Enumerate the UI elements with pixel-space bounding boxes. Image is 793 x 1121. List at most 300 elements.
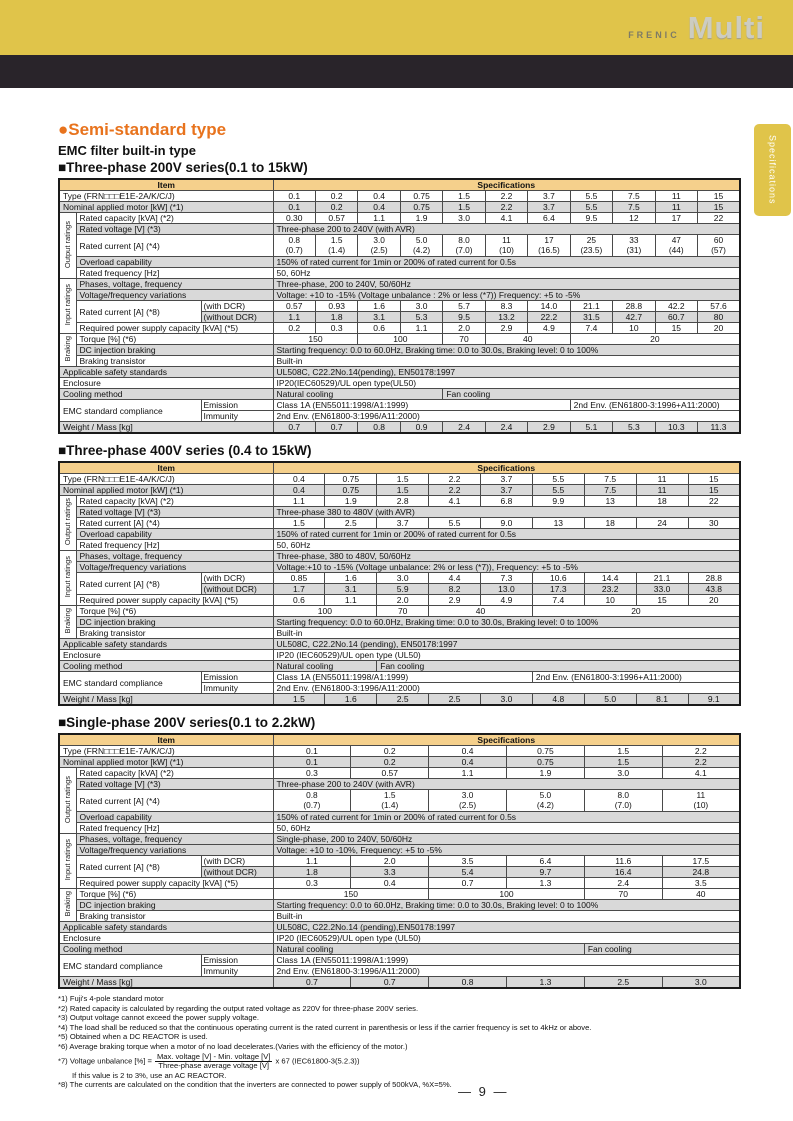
spec-cell: 2.2 (429, 474, 481, 485)
spec-cell: 0.75 (400, 191, 442, 202)
spec-cell: 1.3 (506, 878, 584, 889)
itemc: Rated current [A] (*8) (76, 856, 201, 878)
table-row (59, 323, 740, 334)
spec-cell: 0.9 (400, 422, 442, 434)
spec-cell: 1.8 (315, 312, 357, 323)
table-row (59, 257, 740, 268)
itemc: EMC standard compliance (59, 400, 201, 422)
spec-cell: 15 (698, 202, 740, 213)
itemc: Braking transistor (76, 911, 273, 922)
itemc: Braking transistor (76, 356, 273, 367)
table-row (59, 595, 740, 606)
spec-cell: 1.6 (325, 694, 377, 706)
brand-multi: Multi (687, 10, 765, 45)
table-row (59, 268, 740, 279)
spec-cell: Built-in (273, 356, 740, 367)
spec-cell: IP20(IEC60529)/UL open type(UL50) (273, 378, 740, 389)
spec-cell: 5.5 (570, 191, 612, 202)
spec-cell: Single-phase, 200 to 240V, 50/60Hz (273, 834, 740, 845)
itemc: Rated frequency [Hz] (76, 540, 273, 551)
spec-cell: 5.5 (570, 202, 612, 213)
spec-cell: 0.7 (273, 977, 351, 989)
itemc: Voltage/frequency variations (76, 562, 273, 573)
spec-cell: 0.4 (273, 485, 325, 496)
table-row (59, 224, 740, 235)
spec-cell: 0.30 (273, 213, 315, 224)
spec-cell: 13 (584, 496, 636, 507)
itemc: Rated current [A] (*8) (76, 301, 201, 323)
spec-cell: 6.4 (506, 856, 584, 867)
table-row (59, 518, 740, 529)
spec-cell: 0.6 (358, 323, 400, 334)
spec-cell: 43.8 (688, 584, 740, 595)
spec-cell: 0.85 (273, 573, 325, 584)
spec-cell: 5.0 (4.2) (400, 235, 442, 257)
spec-cell: 8.3 (485, 301, 527, 312)
table-row (59, 485, 740, 496)
spec-cell: 11.3 (698, 422, 740, 434)
spec-cell: 60 (57) (698, 235, 740, 257)
spec-cell: Natural cooling (273, 661, 377, 672)
spec-cell: 21.1 (636, 573, 688, 584)
spec-cell: 2.4 (443, 422, 485, 434)
table-row (59, 334, 740, 345)
table-row (59, 823, 740, 834)
spec-cell: Class 1A (EN55011:1998/A1:1999) (273, 672, 532, 683)
spec-cell: 0.4 (273, 474, 325, 485)
spec-cell: 3.5 (429, 856, 507, 867)
item-header: Item (59, 179, 273, 191)
spec-cell: 5.5 (429, 518, 481, 529)
spec-cell: 13.0 (481, 584, 533, 595)
table-row (59, 507, 740, 518)
table-row (59, 496, 740, 507)
spec-cell: 0.2 (315, 202, 357, 213)
group-label: Braking (59, 606, 76, 639)
spec-cell: 3.0 (2.5) (358, 235, 400, 257)
itemc: Cooling method (59, 389, 273, 400)
itemc: Rated voltage [V] (*3) (76, 224, 273, 235)
spec-cell: 7.5 (584, 485, 636, 496)
itemc: Rated voltage [V] (*3) (76, 507, 273, 518)
spec-cell: 4.1 (429, 496, 481, 507)
spec-cell: 70 (443, 334, 485, 345)
spec-cell: 14.0 (528, 301, 570, 312)
spec-cell: 2.5 (584, 977, 662, 989)
table-row (59, 790, 740, 812)
sub-label: (with DCR) (201, 573, 273, 584)
spec-cell: 150% of rated current for 1min or 200% of rated current for 0.5s (273, 257, 740, 268)
spec-cell: 150% of rated current for 1min or 200% of rated current for 0.5s (273, 812, 740, 823)
spec-cell: 2.5 (377, 694, 429, 706)
spec-cell: Three-phase, 380 to 480V, 50/60Hz (273, 551, 740, 562)
spec-cell: 1.1 (273, 496, 325, 507)
spec-cell: 11.6 (584, 856, 662, 867)
spec-cell: 2nd Env. (EN61800-3:1996/A11:2000) (273, 683, 740, 694)
group-label: Input ratings (59, 834, 76, 889)
spec-cell: 1.6 (325, 573, 377, 584)
spec-cell: 50, 60Hz (273, 268, 740, 279)
spec-cell: 1.1 (325, 595, 377, 606)
sub-label: Immunity (201, 411, 273, 422)
spec-cell: 150% of rated current for 1min or 200% of rated current for 0.5s (273, 529, 740, 540)
spec-cell: 100 (273, 606, 377, 617)
spec-cell: 3.7 (528, 202, 570, 213)
spec-cell: 0.1 (273, 202, 315, 213)
footnote: *8) The currents are calculated on the condition that the inverters are connected to power supply of 500kVA, %X=5%. (58, 1080, 452, 1090)
table-row (59, 191, 740, 202)
spec-cell: 5.7 (443, 301, 485, 312)
item-header: Item (59, 462, 273, 474)
spec-cell: 0.2 (351, 757, 429, 768)
spec-cell: 8.1 (636, 694, 688, 706)
group-label: Output ratings (59, 768, 76, 834)
spec-cell: 3.1 (358, 312, 400, 323)
spec-cell: Three-phase 200 to 240V (with AVR) (273, 779, 740, 790)
spec-cell: 10 (613, 323, 655, 334)
table-row (59, 889, 740, 900)
spec-cell: 3.0 (400, 301, 442, 312)
spec-cell: 17 (16.5) (528, 235, 570, 257)
spec-cell: 0.8 (0.7) (273, 790, 351, 812)
spec-cell: 0.2 (315, 191, 357, 202)
spec-cell: 33.0 (636, 584, 688, 595)
spec-cell: 2.5 (325, 518, 377, 529)
spec-cell: 2.2 (662, 757, 740, 768)
spec-cell: 2.5 (429, 694, 481, 706)
itemc: DC injection braking (76, 617, 273, 628)
table-row (59, 812, 740, 823)
spec-cell: 4.8 (532, 694, 584, 706)
spec-cell: 0.75 (506, 757, 584, 768)
spec-cell: 0.8 (0.7) (273, 235, 315, 257)
spec-cell: 22 (688, 496, 740, 507)
spec-cell: 70 (584, 889, 662, 900)
table-row (59, 562, 740, 573)
itemc: Rated current [A] (*4) (76, 235, 273, 257)
table-row (59, 878, 740, 889)
spec-cell: 3.3 (351, 867, 429, 878)
spec-cell: 2.2 (485, 202, 527, 213)
spec-cell: 1.7 (273, 584, 325, 595)
itemc: Type (FRN□□□E1E-7A/K/C/J) (59, 746, 273, 757)
table-row (59, 235, 740, 257)
spec-cell: 2nd Env. (EN61800-3:1996/A11:2000) (273, 966, 740, 977)
spec-cell: 100 (429, 889, 585, 900)
table-row (59, 367, 740, 378)
itemc: Rated capacity [kVA] (*2) (76, 496, 273, 507)
spec-cell: 5.0 (4.2) (506, 790, 584, 812)
spec-cell: 40 (662, 889, 740, 900)
spec-cell: 50, 60Hz (273, 540, 740, 551)
spec-cell: 1.5 (1.4) (351, 790, 429, 812)
spec-cell: 150 (273, 334, 358, 345)
spec-cell: 24 (636, 518, 688, 529)
dark-bar (0, 55, 793, 88)
spec-cell: 0.3 (273, 878, 351, 889)
itemc: Applicable safety standards (59, 367, 273, 378)
table-title-400v: ■Three-phase 400V series (0.4 to 15kW) (58, 443, 312, 458)
spec-cell: 1.8 (273, 867, 351, 878)
page-content (58, 120, 741, 1090)
spec-cell: 1.6 (358, 301, 400, 312)
table-row (59, 422, 740, 434)
footnote: *2) Rated capacity is calculated by regarding the output rated voltage as 220V for three-phase 200V series. (58, 1003, 419, 1013)
footnote: *7) Voltage unbalance [%] = $\frac{\text{Max. voltage [V] - Min. voltage [V]}}{\text{Three-phase average voltage [V]}}$ x 67 (IEC61800-3(5.2.3)) (58, 1051, 360, 1071)
itemc: Nominal applied motor [kW] (*1) (59, 202, 273, 213)
three-phase-400v-table (58, 461, 741, 706)
table-header-row (59, 462, 740, 474)
sub-label: Emission (201, 955, 273, 966)
itemc: Applicable safety standards (59, 639, 273, 650)
sub-label: Emission (201, 672, 273, 683)
spec-cell: 11 (655, 202, 697, 213)
table-row (59, 694, 740, 706)
spec-cell: 25 (23.5) (570, 235, 612, 257)
spec-cell: 2.2 (429, 485, 481, 496)
spec-cell: 0.7 (315, 422, 357, 434)
item-header: Item (59, 734, 273, 746)
table-row (59, 573, 740, 584)
spec-cell: IP20 (IEC60529)/UL open type (UL50) (273, 933, 740, 944)
table-row (59, 768, 740, 779)
spec-cell: 13 (532, 518, 584, 529)
spec-cell: 4.9 (528, 323, 570, 334)
spec-cell: 14.4 (584, 573, 636, 584)
sub-label: (with DCR) (201, 856, 273, 867)
table-row (59, 845, 740, 856)
footnote: *5) Obtained when a DC REACTOR is used. (58, 1032, 208, 1042)
table-row (59, 345, 740, 356)
table-row (59, 746, 740, 757)
spec-cell: 8.0 (7.0) (584, 790, 662, 812)
spec-cell: 0.4 (351, 878, 429, 889)
spec-cell: 2.9 (528, 422, 570, 434)
itemc: Rated frequency [Hz] (76, 268, 273, 279)
table-row (59, 955, 740, 966)
spec-cell: 18 (584, 518, 636, 529)
footnote: *6) Average braking torque when a motor of no load decelerates.(Varies with the efficiency of the motor.) (58, 1041, 408, 1051)
spec-cell: 3.0 (377, 573, 429, 584)
itemc: Overload capability (76, 257, 273, 268)
spec-cell: 0.6 (273, 595, 325, 606)
spec-cell: 1.5 (377, 485, 429, 496)
spec-cell: 0.4 (429, 746, 507, 757)
spec-cell: UL508C, C22.2No.14 (pending), EN50178:1997 (273, 639, 740, 650)
itemc: EMC standard compliance (59, 672, 201, 694)
spec-cell: 5.5 (532, 485, 584, 496)
spec-cell: 33 (31) (613, 235, 655, 257)
itemc: Enclosure (59, 933, 273, 944)
brand-frenic: FRENIC (628, 30, 680, 40)
spec-cell: 17 (655, 213, 697, 224)
spec-cell: 15 (655, 323, 697, 334)
sub-label: Emission (201, 400, 273, 411)
spec-cell: 50, 60Hz (273, 823, 740, 834)
spec-cell: 7.5 (613, 202, 655, 213)
spec-cell: 18 (636, 496, 688, 507)
itemc: Cooling method (59, 661, 273, 672)
table-row (59, 628, 740, 639)
footnote: *1) Fuji's 4-pole standard motor (58, 994, 164, 1003)
table-row (59, 672, 740, 683)
spec-cell: 40 (485, 334, 570, 345)
table-row (59, 650, 740, 661)
subsection-title: EMC filter built-in type (58, 143, 196, 158)
spec-cell: 1.5 (584, 757, 662, 768)
spec-cell: 3.7 (377, 518, 429, 529)
itemc: Required power supply capacity [kVA] (*5) (76, 595, 273, 606)
spec-cell: 2.2 (485, 191, 527, 202)
spec-cell: 10 (584, 595, 636, 606)
itemc: Weight / Mass [kg] (59, 694, 273, 706)
spec-cell: 1.1 (429, 768, 507, 779)
spec-cell: 20 (698, 323, 740, 334)
spec-cell: 2.8 (377, 496, 429, 507)
table-row (59, 856, 740, 867)
itemc: Required power supply capacity [kVA] (*5) (76, 323, 273, 334)
spec-cell: 2.0 (351, 856, 429, 867)
three-phase-200v-table (58, 178, 741, 434)
top-banner (0, 0, 793, 55)
table-container-200v (58, 178, 741, 434)
table-row (59, 378, 740, 389)
spec-cell: 7.3 (481, 573, 533, 584)
spec-cell: Built-in (273, 628, 740, 639)
spec-cell: 70 (377, 606, 429, 617)
spec-cell: 2nd Env. (EN61800-3:1996/A11:2000) (273, 411, 740, 422)
table-row (59, 834, 740, 845)
spec-cell: 20 (570, 334, 740, 345)
spec-cell: 5.5 (532, 474, 584, 485)
spec-cell: 22.2 (528, 312, 570, 323)
spec-cell: 60.7 (655, 312, 697, 323)
spec-cell: 0.3 (273, 768, 351, 779)
spec-cell: 15 (636, 595, 688, 606)
sub-label: (with DCR) (201, 301, 273, 312)
spec-cell: Three-phase, 200 to 240V, 50/60Hz (273, 279, 740, 290)
spec-cell: 1.5 (377, 474, 429, 485)
spec-cell: 42.2 (655, 301, 697, 312)
spec-cell: 2.2 (662, 746, 740, 757)
spec-cell: 0.57 (315, 213, 357, 224)
spec-cell: 2nd Env. (EN61800-3:1996+A11:2000) (532, 672, 740, 683)
spec-cell: 11 (636, 485, 688, 496)
table-row (59, 944, 740, 955)
table-header-row (59, 179, 740, 191)
spec-cell: 5.1 (570, 422, 612, 434)
spec-cell: 0.4 (358, 202, 400, 213)
sub-label: Immunity (201, 683, 273, 694)
itemc: Rated current [A] (*4) (76, 790, 273, 812)
itemc: EMC standard compliance (59, 955, 201, 977)
spec-cell: 2.0 (443, 323, 485, 334)
spec-cell: 0.75 (325, 474, 377, 485)
itemc: Enclosure (59, 378, 273, 389)
spec-cell: 15 (698, 191, 740, 202)
spec-cell: 3.7 (481, 474, 533, 485)
table-row (59, 356, 740, 367)
table-row (59, 606, 740, 617)
itemc: Nominal applied motor [kW] (*1) (59, 485, 273, 496)
itemc: Rated frequency [Hz] (76, 823, 273, 834)
spec-cell: 4.9 (481, 595, 533, 606)
spec-cell: 0.7 (351, 977, 429, 989)
spec-cell: 80 (698, 312, 740, 323)
spec-cell: 7.5 (613, 191, 655, 202)
spec-cell: 0.75 (325, 485, 377, 496)
spec-cell: 11 (636, 474, 688, 485)
spec-cell: 0.8 (358, 422, 400, 434)
spec-cell: 3.7 (481, 485, 533, 496)
spec-cell: 20 (532, 606, 740, 617)
spec-cell: 5.9 (377, 584, 429, 595)
table-row (59, 779, 740, 790)
spec-cell: Starting frequency: 0.0 to 60.0Hz, Braking time: 0.0 to 30.0s, Braking level: 0 to 100% (273, 345, 740, 356)
spec-cell: 7.4 (532, 595, 584, 606)
spec-cell: 57.6 (698, 301, 740, 312)
group-label: Braking (59, 889, 76, 922)
spec-cell: 10.6 (532, 573, 584, 584)
spec-cell: 28.8 (613, 301, 655, 312)
itemc: Torque [%] (*6) (76, 334, 273, 345)
table-row (59, 617, 740, 628)
spec-cell: 0.57 (273, 301, 315, 312)
spec-cell: 15 (688, 474, 740, 485)
itemc: Rated capacity [kVA] (*2) (76, 768, 273, 779)
table-row (59, 922, 740, 933)
spec-cell: 40 (429, 606, 533, 617)
itemc: Rated capacity [kVA] (*2) (76, 213, 273, 224)
itemc: DC injection braking (76, 900, 273, 911)
spec-cell: UL508C, C22.2No.14 (pending),EN50178:1997 (273, 922, 740, 933)
spec-cell: 2.0 (377, 595, 429, 606)
spec-cell: 31.5 (570, 312, 612, 323)
spec-cell: Voltage: +10 to -15% (Voltage unbalance : 2% or less (*7)) Frequency: +5 to -5% (273, 290, 740, 301)
spec-cell: 0.2 (351, 746, 429, 757)
spec-cell: 3.0 (662, 977, 740, 989)
spec-cell: 5.4 (429, 867, 507, 878)
sub-label: (without DCR) (201, 867, 273, 878)
itemc: Required power supply capacity [kVA] (*5) (76, 878, 273, 889)
table-header-row (59, 734, 740, 746)
itemc: Rated voltage [V] (*3) (76, 779, 273, 790)
itemc: DC injection braking (76, 345, 273, 356)
spec-cell: 0.2 (273, 323, 315, 334)
itemc: Voltage/frequency variations (76, 845, 273, 856)
spec-cell: 5.3 (400, 312, 442, 323)
spec-cell: 1.5 (443, 191, 485, 202)
spec-cell: 3.0 (584, 768, 662, 779)
spec-cell: 42.7 (613, 312, 655, 323)
spec-header: Specifications (273, 179, 740, 191)
page-number: — 9 — (458, 1084, 509, 1099)
itemc: Cooling method (59, 944, 273, 955)
itemc: Type (FRN□□□E1E-2A/K/C/J) (59, 191, 273, 202)
spec-cell: 2.4 (584, 878, 662, 889)
spec-cell: 3.1 (325, 584, 377, 595)
spec-cell: Fan cooling (443, 389, 740, 400)
spec-cell: 15 (688, 485, 740, 496)
spec-cell: 3.0 (2.5) (429, 790, 507, 812)
spec-cell: 30 (688, 518, 740, 529)
itemc: Rated current [A] (*8) (76, 573, 201, 595)
table-row (59, 661, 740, 672)
group-label: Braking (59, 334, 76, 367)
spec-cell: 8.0 (7.0) (443, 235, 485, 257)
table-row (59, 757, 740, 768)
table-row (59, 474, 740, 485)
